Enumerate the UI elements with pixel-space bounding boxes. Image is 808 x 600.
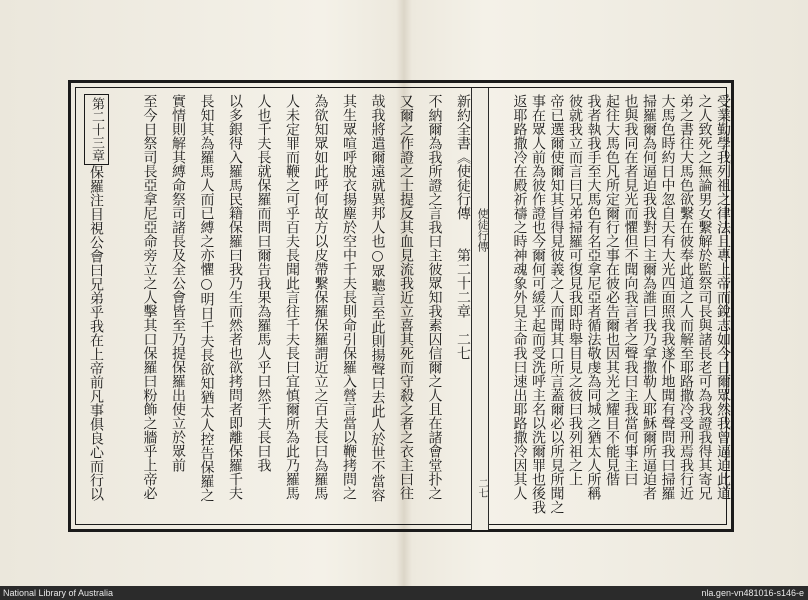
text-column: 彼就我立而言曰兄弟掃羅可復見我即時舉目見之彼曰我列祖之上 — [567, 94, 583, 486]
text-column: 實情則解其縛命祭司諸長及全公會皆至乃提保羅出使立於眾前 — [170, 94, 186, 472]
fold-title: 使徒行傳 — [476, 208, 489, 252]
text-column: 不納爾為我所證之言我曰主彼眾知我素囚信爾之人且在諸會堂扑之 — [426, 94, 443, 500]
text-column: 新約全書《使徒行傳 第二十二章 二七 — [455, 94, 471, 360]
text-column: 為欲知眾如此呼何故方以皮帶繫保羅保羅謂近立之百夫長曰為羅馬 — [312, 94, 329, 500]
footer-bar — [0, 586, 808, 600]
text-column: 返耶路撒冷在殿祈禱之時神魂象外見主命我曰速出耶路撒冷因其人 — [511, 94, 528, 500]
text-column: 長知其為羅馬人而已縛之亦懼○明日千夫長欲知猶太人控告保羅之 — [198, 94, 215, 502]
text-column: 帝已選爾使爾知其旨得見彼義之人而聞其口所言蓋爾必以所見所聞之 — [548, 94, 565, 514]
text-column: 受業勤學我列祖之律法且專上帝而銳志如今日爾眾然我曾逼迫此道 — [715, 94, 731, 500]
fold-page-number: 二七 — [476, 478, 487, 498]
chapter-label: 第二十三章 — [84, 94, 109, 165]
text-column: 弟之書往大馬色欲繫在彼奉此道之人而解至耶路撒冷受刑焉我行近 — [678, 94, 694, 500]
text-column: 大馬色時約日中忽自天有大光四面照我我遂仆地聞有聲問我曰掃羅 — [659, 94, 676, 500]
text-column: 哉我將遣爾遠就異邦人也○眾聽言至此則揚聲曰去此人於世不當容 — [369, 94, 386, 502]
text-column: 事在眾人前為彼作證也今爾何可緩乎起而受洗呼主名以洗爾罪也後我 — [530, 94, 546, 514]
text-column: 其生眾喧呼脫衣揚塵於空中千夫長則命引保羅入營言當以鞭拷問之 — [341, 94, 357, 500]
text-column: 也與我同在者見光而懼但不聞向我言者之聲我曰主我當何事主曰 — [622, 94, 639, 486]
text-column: 以多銀得入羅馬民籍保羅曰我乃生而然者也欲拷問者即離保羅千夫 — [227, 94, 243, 500]
center-fold — [471, 88, 489, 530]
text-frame — [68, 80, 734, 532]
chapter-first-line: 保羅注目視公會曰兄弟乎我在上帝前凡事俱良心而行以 — [88, 165, 104, 501]
text-column: 之人致死之無論男女繫解於監祭司長與諸長老可為我證我得其寄兄 — [696, 94, 713, 500]
text-column: 我者執我手至大馬色有名亞拿尼亞者循法敬虔為同城之猶太人所稱 — [585, 94, 602, 500]
text-column: 又爾之作證之士提反其血見流我近立喜其死而守殺之者之衣主曰往 — [398, 94, 414, 500]
footer-identifier: nla.gen-vn481016-s146-e — [701, 588, 804, 598]
text-column: 起往大馬色凡所定爾行之事在彼必告爾也因其光之耀目不能見偕 — [604, 94, 620, 486]
text-column: 掃羅爾為何逼迫我我對曰主爾為誰曰我乃拿撒勒人耶穌爾所逼迫者 — [641, 94, 657, 500]
text-column: 人也千夫長就保羅而問曰爾告我果為羅馬人乎曰然千夫長曰我 — [255, 94, 272, 472]
text-column: 至今日祭司長亞拿尼亞命旁立之人擊其口保羅曰粉飾之牆乎上帝必 — [141, 94, 158, 500]
footer-library-name: National Library of Australia — [3, 588, 114, 598]
text-column: 人未定罪而鞭之可乎百夫長聞此言往千夫長曰宜慎爾所為此乃羅馬 — [284, 94, 300, 500]
chapter-heading-column — [84, 94, 109, 528]
text-frame-inner — [75, 87, 731, 525]
